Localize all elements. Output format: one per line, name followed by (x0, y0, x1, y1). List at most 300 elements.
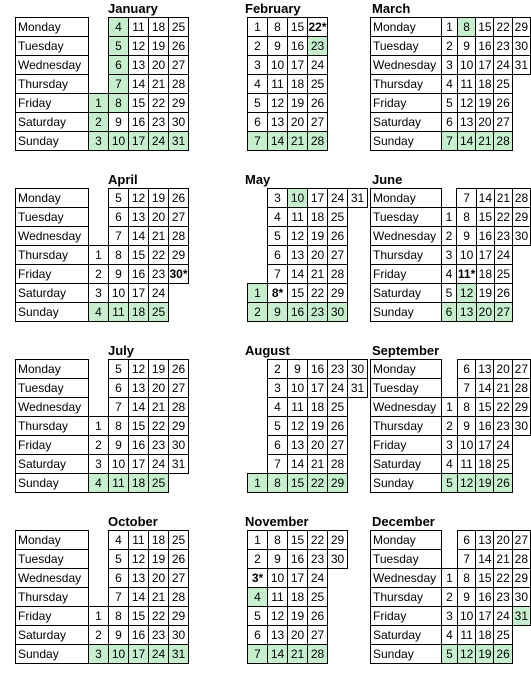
week-row-sunday (16, 132, 189, 151)
empty-cell (248, 189, 268, 208)
week-row-saturday (16, 626, 189, 645)
day-label-thursday: Thursday (16, 417, 89, 436)
date-cell: 3 (89, 455, 109, 474)
day-label-sunday: Sunday (371, 132, 442, 151)
empty-cell (348, 284, 368, 303)
date-cell: 8 (268, 474, 288, 493)
day-label-friday: Friday (16, 265, 89, 284)
empty-cell (512, 645, 530, 664)
date-cell: 15 (476, 569, 494, 588)
empty-cell (512, 474, 530, 493)
date-cell: 25 (169, 531, 189, 550)
date-cell: 13 (268, 626, 288, 645)
empty-cell (512, 94, 530, 113)
date-cell: 19 (476, 474, 494, 493)
date-cell: 21 (149, 398, 169, 417)
date-cell: 15 (129, 94, 149, 113)
week-row-tuesday (371, 550, 531, 569)
date-cell: 26 (169, 550, 189, 569)
date-cell: 13 (476, 531, 494, 550)
week-row-tuesday (371, 208, 531, 227)
date-cell: 17 (288, 569, 308, 588)
empty-cell (512, 303, 530, 322)
week-row-saturday (371, 455, 531, 474)
date-cell: 2 (268, 360, 288, 379)
date-cell: 7 (248, 645, 268, 664)
date-cell: 10 (458, 56, 476, 75)
empty-cell (512, 455, 530, 474)
date-cell: 27 (328, 246, 348, 265)
date-cell: 26 (494, 645, 512, 664)
empty-cell (348, 208, 368, 227)
date-cell: 26 (494, 94, 512, 113)
date-cell: 28 (308, 645, 328, 664)
empty-cell (441, 379, 457, 398)
date-cell: 9 (288, 360, 308, 379)
date-cell: 14 (476, 379, 494, 398)
week-row-saturday (371, 626, 531, 645)
date-cell: 23 (328, 360, 348, 379)
date-cell: 18 (129, 474, 149, 493)
empty-cell (89, 227, 109, 246)
day-label-saturday: Saturday (371, 626, 442, 645)
day-label-friday: Friday (16, 94, 89, 113)
empty-cell (89, 550, 109, 569)
date-cell: 17 (476, 607, 494, 626)
date-cell: 19 (149, 189, 169, 208)
week-row-monday (248, 189, 368, 208)
week-row-friday (16, 94, 189, 113)
date-cell: 29 (328, 474, 348, 493)
date-cell: 21 (308, 455, 328, 474)
date-cell: 10 (458, 607, 476, 626)
date-cell: 15 (476, 398, 494, 417)
date-cell: 1 (89, 607, 109, 626)
day-label-friday: Friday (16, 607, 89, 626)
week-row-friday (16, 607, 189, 626)
date-cell: 20 (149, 569, 169, 588)
date-cell: 20 (494, 360, 512, 379)
day-label-monday: Monday (371, 360, 442, 379)
date-cell: 24 (494, 246, 512, 265)
date-cell: 11 (129, 531, 149, 550)
date-cell: 7 (458, 379, 476, 398)
date-cell: 19 (149, 550, 169, 569)
day-label-friday: Friday (371, 94, 442, 113)
empty-cell (328, 607, 348, 626)
date-cell: 22 (494, 18, 512, 37)
date-cell: 26 (494, 284, 512, 303)
date-cell: 7 (248, 132, 268, 151)
date-cell: 13 (129, 56, 149, 75)
empty-cell (248, 417, 268, 436)
week-row-thursday (16, 588, 189, 607)
date-cell: 22 (149, 246, 169, 265)
week-row-tuesday (16, 550, 189, 569)
date-cell: 12 (288, 417, 308, 436)
date-cell: 16 (476, 588, 494, 607)
date-cell: 29 (169, 607, 189, 626)
date-cell: 23 (494, 37, 512, 56)
date-cell: 10 (268, 56, 288, 75)
week-row-sunday (16, 303, 189, 322)
month-grid-december (370, 530, 531, 664)
date-cell: 24 (494, 607, 512, 626)
week-row-thursday (371, 75, 531, 94)
date-cell: 18 (476, 75, 494, 94)
empty-cell (348, 417, 368, 436)
day-label-sunday: Sunday (16, 474, 89, 493)
day-label-tuesday: Tuesday (371, 208, 442, 227)
month-title-december: December (372, 514, 435, 529)
week-row-saturday (248, 113, 328, 132)
date-cell: 17 (129, 645, 149, 664)
date-cell: 2 (248, 303, 268, 322)
week-row-thursday (248, 588, 348, 607)
day-label-friday: Friday (371, 607, 442, 626)
date-cell: 21 (494, 379, 512, 398)
date-cell: 29 (328, 284, 348, 303)
date-cell: 19 (149, 360, 169, 379)
date-cell: 13 (457, 303, 476, 322)
date-cell: 18 (476, 455, 494, 474)
date-cell: 18 (288, 75, 308, 94)
date-cell: 22 (149, 607, 169, 626)
date-cell: 29 (169, 246, 189, 265)
week-row-friday (371, 94, 531, 113)
date-cell: 9 (268, 37, 288, 56)
empty-cell (248, 398, 268, 417)
date-cell: 3 (441, 436, 457, 455)
day-label-wednesday: Wednesday (371, 227, 442, 246)
date-cell: 8 (109, 417, 129, 436)
day-label-thursday: Thursday (371, 75, 442, 94)
week-row-monday (371, 189, 531, 208)
date-cell: 1 (441, 208, 457, 227)
day-label-friday: Friday (16, 436, 89, 455)
week-row-wednesday (248, 56, 328, 75)
date-cell: 27 (308, 113, 328, 132)
empty-cell (248, 455, 268, 474)
date-cell: 16 (129, 626, 149, 645)
week-row-wednesday (248, 227, 368, 246)
week-row-friday (248, 265, 368, 284)
empty-cell (89, 208, 109, 227)
date-cell: 2 (441, 227, 457, 246)
empty-cell (328, 569, 348, 588)
date-cell: 12 (268, 607, 288, 626)
date-cell: 11 (458, 75, 476, 94)
date-cell: 11 (458, 455, 476, 474)
date-cell: 2 (89, 626, 109, 645)
empty-cell (348, 398, 368, 417)
day-label-monday: Monday (16, 531, 89, 550)
month-grid-august (247, 359, 368, 493)
date-cell: 8 (268, 18, 288, 37)
week-row-friday (248, 436, 368, 455)
date-cell: 24 (494, 436, 512, 455)
date-cell: 12 (458, 474, 476, 493)
date-cell: 28 (494, 132, 512, 151)
date-cell: 19 (288, 607, 308, 626)
week-row-wednesday (371, 56, 531, 75)
month-title-november: November (245, 514, 309, 529)
date-cell: 25 (169, 18, 189, 37)
empty-cell (248, 246, 268, 265)
day-label-saturday: Saturday (16, 284, 89, 303)
date-cell: 28 (169, 398, 189, 417)
date-cell: 26 (308, 94, 328, 113)
date-cell: 9 (109, 626, 129, 645)
date-cell: 9 (109, 436, 129, 455)
date-cell: 6 (109, 56, 129, 75)
date-cell: 6 (458, 531, 476, 550)
date-cell: 4 (441, 75, 457, 94)
day-label-wednesday: Wednesday (371, 56, 442, 75)
date-cell: 5 (268, 227, 288, 246)
date-cell: 22 (494, 569, 512, 588)
date-cell: 19 (476, 645, 494, 664)
week-row-tuesday (248, 550, 348, 569)
date-cell: 19 (476, 284, 494, 303)
day-label-wednesday: Wednesday (16, 56, 89, 75)
date-cell: 7 (109, 398, 129, 417)
date-cell: 4 (441, 265, 457, 284)
date-cell: 9 (457, 227, 476, 246)
date-cell: 13 (288, 436, 308, 455)
date-cell: 25 (149, 303, 169, 322)
date-cell: 31 (169, 455, 189, 474)
date-cell: 7 (268, 265, 288, 284)
week-row-tuesday (371, 379, 531, 398)
date-cell: 10 (109, 132, 129, 151)
empty-cell (89, 37, 109, 56)
day-label-sunday: Sunday (371, 303, 442, 322)
day-label-sunday: Sunday (16, 303, 89, 322)
empty-cell (89, 531, 109, 550)
date-cell: 17 (476, 436, 494, 455)
date-cell: 8 (458, 398, 476, 417)
date-cell: 28 (512, 379, 530, 398)
date-cell: 31 (512, 56, 530, 75)
week-row-friday (16, 436, 189, 455)
date-cell: 14 (268, 132, 288, 151)
date-cell: 22 (308, 284, 328, 303)
month-grid-january (15, 17, 189, 151)
date-cell: 1 (248, 531, 268, 550)
week-row-tuesday (16, 208, 189, 227)
date-cell: 30 (328, 303, 348, 322)
week-row-tuesday (371, 37, 531, 56)
date-cell: 11 (109, 303, 129, 322)
date-cell: 16 (288, 37, 308, 56)
week-row-friday (248, 607, 348, 626)
date-cell: 17 (308, 189, 328, 208)
date-cell: 12 (129, 360, 149, 379)
date-cell: 6 (109, 569, 129, 588)
month-grid-february (247, 17, 328, 151)
date-cell: 28 (328, 455, 348, 474)
empty-cell (512, 75, 530, 94)
date-cell: 29 (328, 531, 348, 550)
date-cell: 14 (129, 588, 149, 607)
date-cell: 30 (169, 436, 189, 455)
date-cell: 8 (109, 94, 129, 113)
date-cell: 13 (458, 113, 476, 132)
empty-cell (512, 626, 530, 645)
date-cell: 9 (109, 113, 129, 132)
empty-cell (512, 265, 530, 284)
date-cell: 6 (441, 113, 457, 132)
week-row-monday (16, 360, 189, 379)
date-cell: 13 (129, 379, 149, 398)
week-row-friday (16, 265, 189, 284)
empty-cell (441, 550, 457, 569)
week-row-wednesday (248, 569, 348, 588)
date-cell: 14 (458, 132, 476, 151)
empty-cell (441, 531, 457, 550)
empty-cell (348, 455, 368, 474)
week-row-monday (16, 189, 189, 208)
date-cell: 18 (308, 208, 328, 227)
empty-cell (248, 265, 268, 284)
date-cell: 31 (348, 189, 368, 208)
date-cell: 9 (458, 417, 476, 436)
date-cell: 14 (268, 645, 288, 664)
empty-cell (512, 284, 530, 303)
date-cell: 27 (512, 531, 530, 550)
date-cell: 18 (288, 588, 308, 607)
week-row-tuesday (248, 37, 328, 56)
date-cell: 29 (169, 94, 189, 113)
date-cell: 16 (476, 37, 494, 56)
date-cell: 16 (129, 436, 149, 455)
date-cell: 27 (494, 113, 512, 132)
date-cell: 2 (89, 265, 109, 284)
date-cell: 9 (268, 550, 288, 569)
date-cell: 18 (149, 531, 169, 550)
date-cell: 4 (109, 531, 129, 550)
date-cell: 27 (169, 56, 189, 75)
date-cell: 12 (457, 284, 476, 303)
day-label-thursday: Thursday (16, 588, 89, 607)
day-label-sunday: Sunday (16, 645, 89, 664)
date-cell: 26 (169, 189, 189, 208)
date-cell: 11 (458, 626, 476, 645)
date-cell: 23 (494, 417, 512, 436)
date-cell: 8 (458, 569, 476, 588)
day-label-tuesday: Tuesday (16, 37, 89, 56)
date-cell: 10 (288, 189, 308, 208)
day-label-saturday: Saturday (371, 284, 442, 303)
date-cell: 30 (169, 113, 189, 132)
date-cell: 12 (129, 189, 149, 208)
date-cell: 25 (494, 626, 512, 645)
week-row-friday (248, 94, 328, 113)
date-cell: 29 (512, 18, 530, 37)
date-cell: 19 (308, 227, 328, 246)
week-row-saturday (248, 455, 368, 474)
week-row-thursday (16, 75, 189, 94)
date-cell: 21 (288, 132, 308, 151)
date-cell: 3 (441, 56, 457, 75)
day-label-tuesday: Tuesday (371, 37, 442, 56)
date-cell: 11 (268, 588, 288, 607)
date-cell: 1 (441, 569, 457, 588)
date-cell: 7 (441, 132, 457, 151)
date-cell: 30 (512, 588, 530, 607)
week-row-monday (248, 360, 368, 379)
week-row-saturday (16, 113, 189, 132)
month-grid-june (370, 188, 531, 322)
date-cell: 3 (268, 189, 288, 208)
date-cell: 6 (458, 360, 476, 379)
date-cell: 3 (89, 645, 109, 664)
date-cell: 6 (441, 303, 457, 322)
date-cell: 27 (169, 569, 189, 588)
date-cell: 23 (494, 588, 512, 607)
empty-cell (248, 208, 268, 227)
day-label-thursday: Thursday (16, 75, 89, 94)
date-cell: 31 (169, 645, 189, 664)
date-cell: 11* (457, 265, 476, 284)
empty-cell (348, 436, 368, 455)
week-row-saturday (371, 113, 531, 132)
date-cell: 31 (169, 132, 189, 151)
date-cell: 3 (441, 607, 457, 626)
date-cell: 7 (109, 588, 129, 607)
date-cell: 2 (248, 37, 268, 56)
date-cell: 21 (308, 265, 328, 284)
week-row-wednesday (371, 227, 531, 246)
date-cell: 22 (149, 417, 169, 436)
date-cell: 12 (129, 37, 149, 56)
empty-cell (441, 189, 457, 208)
month-title-february: February (245, 1, 301, 16)
week-row-thursday (371, 588, 531, 607)
date-cell: 20 (476, 113, 494, 132)
day-label-thursday: Thursday (371, 246, 442, 265)
date-cell: 1 (248, 474, 268, 493)
week-row-monday (371, 531, 531, 550)
date-cell: 21 (149, 588, 169, 607)
date-cell: 2 (441, 588, 457, 607)
date-cell: 5 (441, 94, 457, 113)
day-label-friday: Friday (371, 436, 442, 455)
week-row-thursday (371, 417, 531, 436)
date-cell: 26 (308, 607, 328, 626)
day-label-sunday: Sunday (371, 645, 442, 664)
date-cell: 16 (476, 227, 494, 246)
date-cell: 8 (109, 607, 129, 626)
date-cell: 25 (494, 265, 512, 284)
empty-cell (348, 265, 368, 284)
date-cell: 6 (268, 246, 288, 265)
empty-cell (348, 303, 368, 322)
month-title-september: September (372, 343, 440, 358)
date-cell: 20 (149, 379, 169, 398)
empty-cell (441, 360, 457, 379)
date-cell: 15 (288, 284, 308, 303)
month-title-october: October (108, 514, 158, 529)
date-cell: 8 (109, 246, 129, 265)
date-cell: 5 (248, 94, 268, 113)
date-cell: 4 (248, 588, 268, 607)
day-label-thursday: Thursday (371, 417, 442, 436)
day-label-sunday: Sunday (371, 474, 442, 493)
day-label-thursday: Thursday (371, 588, 442, 607)
empty-cell (89, 189, 109, 208)
